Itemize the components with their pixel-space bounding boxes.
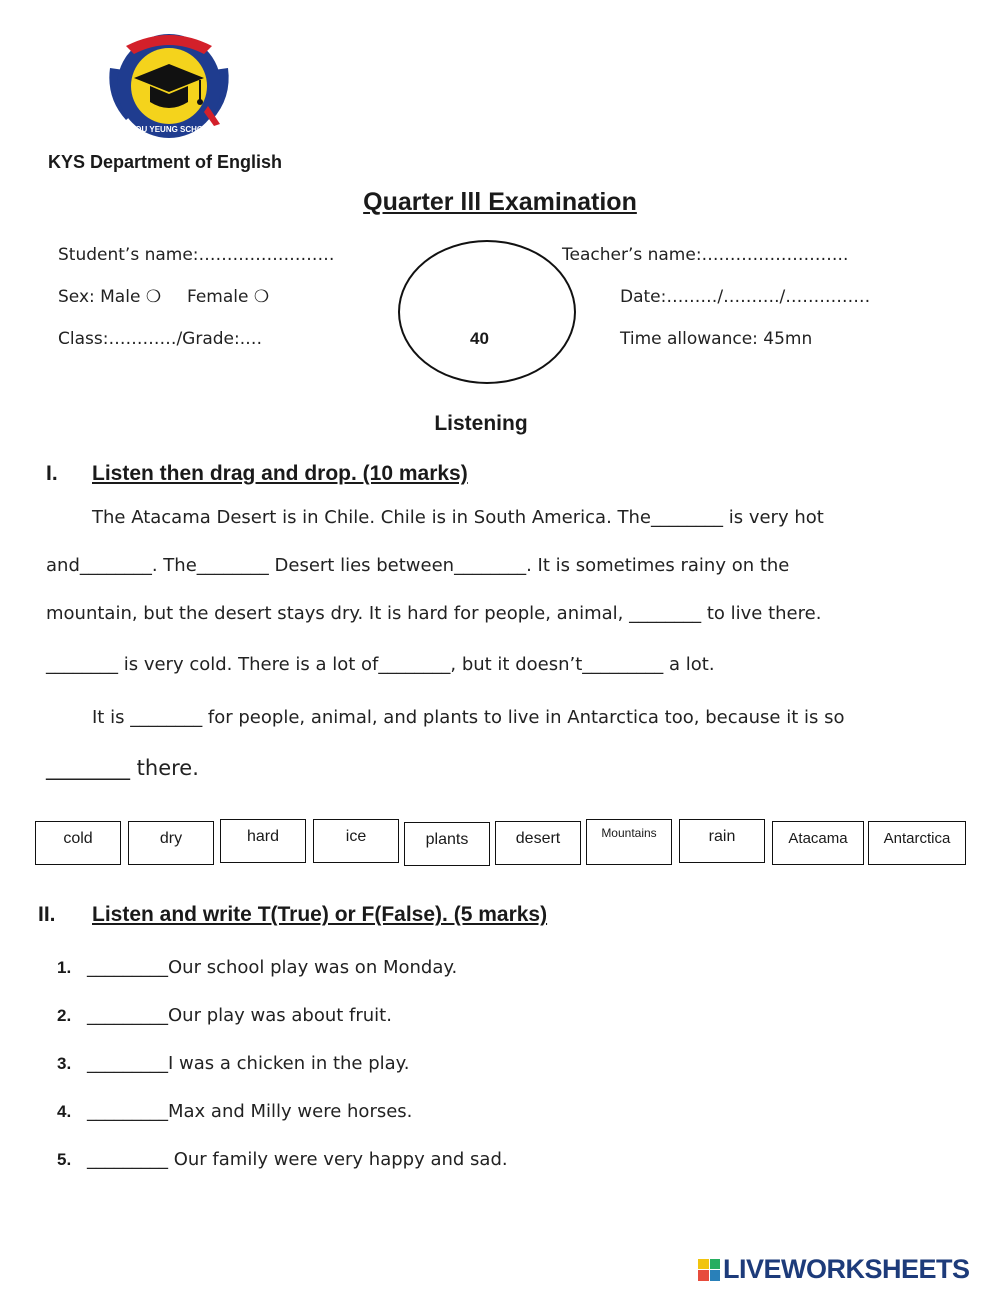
- total-score: 40: [470, 329, 489, 348]
- tf-item-number-3: 3.: [57, 1054, 72, 1073]
- tf-item-1[interactable]: _________Our school play was on Monday.: [87, 957, 458, 978]
- logo-text: KROU YEUNG SCHOOL: [123, 125, 215, 134]
- word-card-mountains[interactable]: Mountains: [586, 819, 672, 865]
- exam-title: Quarter lll Examination: [363, 188, 637, 216]
- word-card-hard[interactable]: hard: [220, 819, 306, 863]
- tf-item-number-4: 4.: [57, 1102, 72, 1121]
- school-logo: [104, 28, 234, 148]
- teacher-name-field[interactable]: Teacher’s name:……………………..: [562, 245, 849, 265]
- score-circle: [398, 240, 576, 384]
- department-name: KYS Department of English: [48, 152, 283, 172]
- part1-title: Listen then drag and drop. (10 marks): [92, 462, 468, 485]
- class-grade-field[interactable]: Class:…………/Grade:.…: [58, 329, 263, 349]
- passage-line-6: ________ there.: [46, 756, 199, 780]
- tf-item-4[interactable]: _________Max and Milly were horses.: [87, 1101, 413, 1122]
- section-title: Listening: [434, 412, 528, 435]
- tf-item-number-5: 5.: [57, 1150, 72, 1169]
- part2-title: Listen and write T(True) or F(False). (5 marks): [92, 903, 548, 926]
- part1-number: I.: [46, 462, 58, 485]
- sex-male-option[interactable]: Sex: Male ❍: [58, 287, 162, 307]
- passage-line-2: and________. The________ Desert lies between________. It is sometimes rainy on the: [46, 555, 790, 576]
- tf-item-5[interactable]: _________ Our family were very happy and sad.: [87, 1149, 508, 1170]
- word-card-desert[interactable]: desert: [495, 821, 581, 865]
- tf-item-number-2: 2.: [57, 1006, 72, 1025]
- word-card-cold[interactable]: cold: [35, 821, 121, 865]
- liveworksheets-logo-icon: [698, 1259, 720, 1281]
- passage-line-5: It is ________ for people, animal, and plants to live in Antarctica too, because it is so: [92, 707, 845, 728]
- word-card-antarctica[interactable]: Antarctica: [868, 821, 966, 865]
- student-name-field[interactable]: Student’s name:……………………: [58, 245, 335, 265]
- liveworksheets-brand: LIVEWORKSHEETS: [723, 1254, 970, 1284]
- liveworksheets-watermark: [698, 1254, 970, 1285]
- passage-line-4: ________ is very cold. There is a lot of________, but it doesn’t_________ a lot.: [46, 654, 715, 675]
- word-card-ice[interactable]: ice: [313, 819, 399, 863]
- word-card-atacama[interactable]: Atacama: [772, 821, 864, 865]
- tf-item-3[interactable]: _________I was a chicken in the play.: [87, 1053, 410, 1074]
- sex-female-option[interactable]: Female ❍: [187, 287, 270, 307]
- tf-item-2[interactable]: _________Our play was about fruit.: [87, 1005, 392, 1026]
- part2-number: II.: [38, 903, 56, 926]
- passage-line-3: mountain, but the desert stays dry. It is hard for people, animal, ________ to live there.: [46, 603, 822, 624]
- time-allowance: Time allowance: 45mn: [620, 329, 813, 349]
- word-card-dry[interactable]: dry: [128, 821, 214, 865]
- part1-heading: [46, 462, 646, 488]
- date-field[interactable]: Date:………/………./……………: [620, 287, 871, 307]
- passage-line-1: The Atacama Desert is in Chile. Chile is in South America. The________ is very hot: [92, 507, 824, 528]
- word-card-plants[interactable]: plants: [404, 822, 490, 866]
- word-card-rain[interactable]: rain: [679, 819, 765, 863]
- part2-heading: [38, 903, 658, 929]
- tf-item-number-1: 1.: [57, 958, 72, 977]
